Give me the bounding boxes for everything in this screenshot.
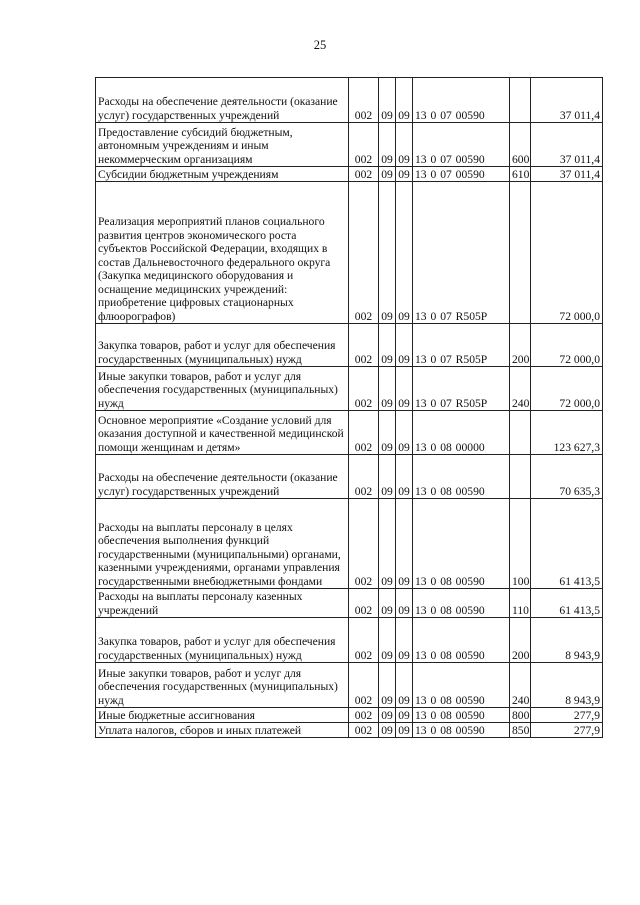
row-description: Иные закупки товаров, работ и услуг для обеспечения государственных (муниципальных) нужд bbox=[96, 367, 349, 411]
table-row bbox=[96, 455, 603, 499]
subsection-code: 09 bbox=[396, 78, 413, 123]
expense-type-code: 110 bbox=[510, 589, 531, 618]
target-article-code: 13 0 07 R505P bbox=[413, 324, 510, 367]
ministry-code: 002 bbox=[349, 167, 379, 182]
table-row bbox=[96, 167, 603, 182]
section-code: 09 bbox=[379, 167, 396, 182]
subsection-code: 09 bbox=[396, 618, 413, 663]
ministry-code: 002 bbox=[349, 663, 379, 708]
ministry-code: 002 bbox=[349, 182, 379, 324]
amount: 72 000,0 bbox=[531, 182, 603, 324]
row-description: Уплата налогов, сборов и иных платежей bbox=[96, 723, 349, 738]
ministry-code: 002 bbox=[349, 723, 379, 738]
row-description: Закупка товаров, работ и услуг для обеспечения государственных (муниципальных) нужд bbox=[96, 324, 349, 367]
ministry-code: 002 bbox=[349, 499, 379, 589]
subsection-code: 09 bbox=[396, 589, 413, 618]
row-description: Расходы на обеспечение деятельности (оказание услуг) государственных учреждений bbox=[96, 78, 349, 123]
ministry-code: 002 bbox=[349, 78, 379, 123]
ministry-code: 002 bbox=[349, 324, 379, 367]
section-code: 09 bbox=[379, 78, 396, 123]
expense-type-code bbox=[510, 78, 531, 123]
amount: 70 635,3 bbox=[531, 455, 603, 499]
amount: 37 011,4 bbox=[531, 123, 603, 167]
target-article-code: 13 0 08 00590 bbox=[413, 618, 510, 663]
ministry-code: 002 bbox=[349, 367, 379, 411]
amount: 277,9 bbox=[531, 708, 603, 723]
amount: 8 943,9 bbox=[531, 618, 603, 663]
amount: 72 000,0 bbox=[531, 324, 603, 367]
target-article-code: 13 0 08 00590 bbox=[413, 723, 510, 738]
ministry-code: 002 bbox=[349, 411, 379, 455]
expense-type-code: 850 bbox=[510, 723, 531, 738]
table-row bbox=[96, 324, 603, 367]
table-row bbox=[96, 182, 603, 324]
subsection-code: 09 bbox=[396, 411, 413, 455]
subsection-code: 09 bbox=[396, 324, 413, 367]
table-row bbox=[96, 708, 603, 723]
table-row bbox=[96, 367, 603, 411]
expense-type-code: 200 bbox=[510, 324, 531, 367]
expense-type-code bbox=[510, 455, 531, 499]
amount: 72 000,0 bbox=[531, 367, 603, 411]
amount: 61 413,5 bbox=[531, 589, 603, 618]
row-description: Реализация мероприятий планов социального развития центров экономического роста субъектов Российской Федерации, входящих в состав Дальневосточного федерального округа (Закупка медицинского оборудования и оснащение медицинских учреждений: приобретение цифровых стационарных флюорографов) bbox=[96, 182, 349, 324]
expense-type-code: 100 bbox=[510, 499, 531, 589]
table-row bbox=[96, 411, 603, 455]
section-code: 09 bbox=[379, 723, 396, 738]
target-article-code: 13 0 08 00590 bbox=[413, 589, 510, 618]
expense-type-code: 240 bbox=[510, 367, 531, 411]
row-description: Расходы на выплаты персоналу казенных учреждений bbox=[96, 589, 349, 618]
target-article-code: 13 0 07 00590 bbox=[413, 78, 510, 123]
section-code: 09 bbox=[379, 663, 396, 708]
expense-type-code: 200 bbox=[510, 618, 531, 663]
section-code: 09 bbox=[379, 411, 396, 455]
subsection-code: 09 bbox=[396, 499, 413, 589]
subsection-code: 09 bbox=[396, 123, 413, 167]
subsection-code: 09 bbox=[396, 182, 413, 324]
table-row bbox=[96, 589, 603, 618]
table-row bbox=[96, 499, 603, 589]
amount: 123 627,3 bbox=[531, 411, 603, 455]
target-article-code: 13 0 07 00590 bbox=[413, 123, 510, 167]
subsection-code: 09 bbox=[396, 167, 413, 182]
expense-type-code bbox=[510, 411, 531, 455]
ministry-code: 002 bbox=[349, 123, 379, 167]
row-description: Субсидии бюджетным учреждениям bbox=[96, 167, 349, 182]
amount: 8 943,9 bbox=[531, 663, 603, 708]
table-row bbox=[96, 618, 603, 663]
section-code: 09 bbox=[379, 589, 396, 618]
section-code: 09 bbox=[379, 324, 396, 367]
amount: 37 011,4 bbox=[531, 167, 603, 182]
expense-type-code: 800 bbox=[510, 708, 531, 723]
section-code: 09 bbox=[379, 618, 396, 663]
section-code: 09 bbox=[379, 499, 396, 589]
ministry-code: 002 bbox=[349, 589, 379, 618]
expense-type-code: 600 bbox=[510, 123, 531, 167]
section-code: 09 bbox=[379, 182, 396, 324]
target-article-code: 13 0 07 00590 bbox=[413, 167, 510, 182]
ministry-code: 002 bbox=[349, 455, 379, 499]
table-row bbox=[96, 123, 603, 167]
target-article-code: 13 0 08 00590 bbox=[413, 663, 510, 708]
amount: 37 011,4 bbox=[531, 78, 603, 123]
budget-table bbox=[95, 77, 603, 738]
section-code: 09 bbox=[379, 123, 396, 167]
expense-type-code: 610 bbox=[510, 167, 531, 182]
row-description: Иные закупки товаров, работ и услуг для обеспечения государственных (муниципальных) нужд bbox=[96, 663, 349, 708]
subsection-code: 09 bbox=[396, 367, 413, 411]
table-row bbox=[96, 78, 603, 123]
row-description: Иные бюджетные ассигнования bbox=[96, 708, 349, 723]
ministry-code: 002 bbox=[349, 708, 379, 723]
table-row bbox=[96, 663, 603, 708]
section-code: 09 bbox=[379, 708, 396, 723]
target-article-code: 13 0 08 00590 bbox=[413, 499, 510, 589]
subsection-code: 09 bbox=[396, 723, 413, 738]
target-article-code: 13 0 08 00590 bbox=[413, 455, 510, 499]
subsection-code: 09 bbox=[396, 708, 413, 723]
target-article-code: 13 0 07 R505P bbox=[413, 182, 510, 324]
page-number: 25 bbox=[313, 38, 327, 52]
section-code: 09 bbox=[379, 455, 396, 499]
row-description: Закупка товаров, работ и услуг для обеспечения государственных (муниципальных) нужд bbox=[96, 618, 349, 663]
row-description: Расходы на выплаты персоналу в целях обеспечения выполнения функций государственными (муниципальными) органами, казенными учреждениями, органами управления государственными внебюджетными фондами bbox=[96, 499, 349, 589]
row-description: Расходы на обеспечение деятельности (оказание услуг) государственных учреждений bbox=[96, 455, 349, 499]
ministry-code: 002 bbox=[349, 618, 379, 663]
subsection-code: 09 bbox=[396, 663, 413, 708]
subsection-code: 09 bbox=[396, 455, 413, 499]
table-row bbox=[96, 723, 603, 738]
row-description: Предоставление субсидий бюджетным, автономным учреждениям и иным некоммерческим организациям bbox=[96, 123, 349, 167]
target-article-code: 13 0 08 00000 bbox=[413, 411, 510, 455]
expense-type-code: 240 bbox=[510, 663, 531, 708]
target-article-code: 13 0 07 R505P bbox=[413, 367, 510, 411]
row-description: Основное мероприятие «Создание условий для оказания доступной и качественной медицинской помощи женщинам и детям» bbox=[96, 411, 349, 455]
expense-type-code bbox=[510, 182, 531, 324]
target-article-code: 13 0 08 00590 bbox=[413, 708, 510, 723]
amount: 61 413,5 bbox=[531, 499, 603, 589]
amount: 277,9 bbox=[531, 723, 603, 738]
section-code: 09 bbox=[379, 367, 396, 411]
